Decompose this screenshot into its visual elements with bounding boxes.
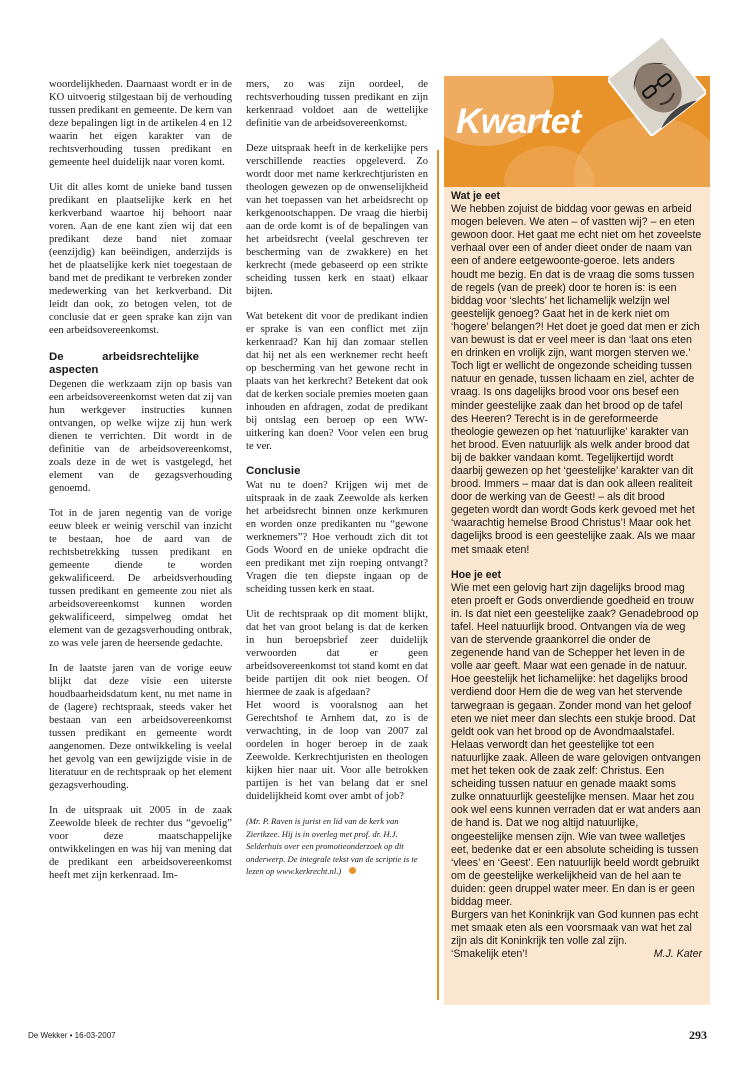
- section-heading: De arbeidsrechtelijke aspecten: [49, 351, 199, 376]
- author-note: (Mr. P. Raven is jurist en lid van de kerk van Zierikzee. Hij is in overleg met prof. dr. H.J. Selderhuis over een promotieonderzoek op dit onderwerp. De integrale tekst van de scriptie is te lezen op www.kerkrecht.nl.): [246, 816, 418, 877]
- paragraph: Wat betekent dit voor de predikant indien er sprake is van een conflict met zijn kerkenraad? Kan hij dan zomaar stellen dat hij net als een werknemer recht heeft op bescherming van het gewone recht in plaats van het kerkrecht? Betekent dat ook dat de kerken sociale premies moeten gaan inhouden en afdragen, zodat de predikant bij ontslag een beroep op een WW-uitkering kan doen? Voor velen een brug te ver.: [246, 311, 428, 452]
- paragraph: Uit de rechtspraak op dit moment blijkt, dat het van groot belang is dat de kerken in hun beroepsbrief zeer duidelijk verwoorden dat er geen arbeidsovereenkomst tot stand komt en dat beide partijen dit ook niet beogen. Of hiermee de zaak is afgedaan?: [246, 609, 428, 698]
- sidebar-paragraph: We hebben zojuist de biddag voor gewas en arbeid mogen beleven. We aten – of vastten wij? – en eten gewoon door. Het gaat me echt niet om het zoveelste verhaal over een of ander dieet onder de naam van een of andere eetgewoonte-goeroe. Iets anders houdt me bezig. En dat is de vraag die soms tussen de regels (van de preek) door te horen is: is een biddag voor ‘slechts’ het lichamelijk welzijn wel geestelijk genoeg? Gaat het in de kerk niet om ‘hogere’ belangen?! Het doet je goed dat men er zich van bewust is dat er veel meer is dan ‘laat ons eten en drinken en vrolijk zijn, want morgen sterven we.’ Toch ligt er wellicht de ongezonde scheiding tussen natuur en genade, tussen lichaam en ziel, achter de vraag. Is ons dagelijks brood voor ons besef een minder geestelijke zaak dan het brood op de tafel des Heeren? Terecht is in de gereformeerde theologie gewezen op het ‘natuurlijke’ karakter van het brood. Even natuurlijk als welk ander brood dat bij de bakker vandaan komt. Tegelijkertijd wordt daarbij gewezen op het ‘geestelijke’ karakter van dit brood. Immers – maar dat is dan ook alleen realiteit door de werking van de Geest! – als dit brood gegeten wordt dan wordt Gods kerk gevoed met het ‘waarachtig hemelse Brood Christus’! Maar ook het dagelijks brood is een geestelijke zaak. Als we maar met smaak eten!: [451, 203, 702, 556]
- paragraph: Wat nu te doen? Krijgen wij met de uitspraak in de zaak Zeewolde als kerken het arbeidsrecht binnen onze kerkmuren en worden onze predikanten nu “gewone werknemers”? Hoe verhoudt zich dit tot Gods Woord en de unieke opdracht die een predikant met zijn roeping ontvangt? Vragen die ten diepste ingaan op de scheiding tussen kerk en staat.: [246, 480, 428, 595]
- paragraph: woordelijkheden. Daarnaast wordt er in de KO uitvoerig stilgestaan bij de verhouding tussen predikant en gemeente. De kern van deze bepalingen ligt in de artikelen 4 en 12 waarin het eigen karakter van de rechtsverhouding tussen predikant en gemeente heel duidelijk naar voren komt.: [49, 79, 232, 168]
- sidebar-paragraph: Burgers van het Koninkrijk van God kunnen pas echt met smaak eten als een voorsmaak van wat het zal zijn als dit Koninkrijk ten volle zal zijn.: [451, 909, 699, 948]
- end-mark-icon: [349, 867, 356, 874]
- paragraph: Degenen die werkzaam zijn op basis van een arbeidsovereenkomst weten dat zij van hun werkgever instructies kunnen ontvangen, op welke wijze zij hun werk dienen te verrichten. Dit wordt in de definitie van de arbeidsovereenkomst, zoals deze in de wet is vastgelegd, het element van de gezagsverhouding genoemd.: [49, 379, 232, 494]
- author-portrait: [608, 36, 706, 136]
- section-heading: Conclusie: [246, 465, 301, 477]
- sidebar-heading: Hoe je eet: [451, 568, 502, 581]
- paragraph: Uit dit alles komt de unieke band tussen predikant en plaatselijke kerk en het kerkverband waartoe hij behoort naar voren. Aan de ene kant zien wij dat een predikant deze band niet zomaar (eenzijdig) kan beëindigen, anderzijds is het de plaatselijke kerk niet toegestaan de band met de predikant te verbreken zonder medewerking van het kerkverband. Dit leidt dan ook, zo betogen velen, tot de conclusie dat er geen sprake kan zijn van een arbeidsovereenkomst.: [49, 182, 232, 336]
- paragraph: Deze uitspraak heeft in de kerkelijke pers verschillende reacties opgeleverd. Zo wordt door met name kerkrechtjuristen en theologen gewezen op de onwenselijkheid van het toepassen van het arbeidsrecht op kerkgenootschappen. De vraag die hierbij aan de orde komt is of de bepalingen van het arbeidsrecht (veelal geschreven ter bescherming van de zwakkere) en het kerkrecht (mede gebaseerd op een strikte scheiding tussen kerk en staat) elkaar bijten.: [246, 143, 428, 297]
- paragraph: Het woord is vooralsnog aan het Gerechtshof te Arnhem dat, zo is de verwachting, in de loop van 2007 zal oordelen in hoger beroep in de zaak Zeewolde. Kerkrechtjuristen en theologen kijken hier naar uit. Voor alle betrokken partijen is het van belang dat er snel duidelijkheid komt over ambt of job?: [246, 700, 428, 802]
- kwartet-sidebar: [444, 187, 710, 1005]
- paragraph: In de laatste jaren van de vorige eeuw blijkt dat deze visie een uiterste houdbaarheidsdatum kent, nu met name in de (lagere) rechtspraak, steeds vaker het bestaan van een arbeidsovereenkomst tussen predikant en gemeente wordt aangenomen. Deze ontwikkeling is veelal het gevolg van een gewijzigde visie in de literatuur en de rechtspraak op het element gezagsverhouding.: [49, 663, 232, 791]
- author-name: M.J. Kater: [653, 948, 702, 961]
- article-column-2: [246, 78, 428, 878]
- paragraph: mers, zo was zijn oordeel, de rechtsverhouding tussen predikant en zijn kerkenraad voldoet aan de wettelijke definitie van de arbeidsovereenkomst.: [246, 79, 428, 129]
- page-number: 293: [689, 1028, 707, 1042]
- paragraph: In de uitspraak uit 2005 in de zaak Zeewolde bleek de rechter dus “gevoelig” voor deze maatschappelijke ontwikkelingen en was hij van mening dat de predikant een arbeidsovereenkomst heeft met zijn kerkenraad. Im-: [49, 805, 232, 881]
- column-title: Kwartet: [456, 102, 581, 141]
- sidebar-heading: Wat je eet: [451, 190, 501, 202]
- closing-text: ‘Smakelijk eten’!: [451, 948, 528, 961]
- paragraph: Tot in de jaren negentig van de vorige eeuw bleek er weinig verschil van inzicht te bestaan, hoe de aard van de rechtsbetrekking tussen predikant en gemeente diende te worden gekwalificeerd. De arbeidsverhouding tussen predikant en gemeente zou niet als arbeidsovereenkomst kunnen worden gekwalificeerd, simpelweg omdat het element van de gezagsverhouding ontbrak, zo was vele jaren de heersende gedachte.: [49, 508, 232, 649]
- publication-footer: De Wekker • 16-03-2007: [28, 1031, 116, 1040]
- column-divider: [437, 150, 439, 1000]
- sidebar-closing-line: [451, 948, 702, 961]
- article-column-1: [49, 78, 232, 882]
- sidebar-paragraph: Wie met een gelovig hart zijn dagelijks brood mag eten proeft er Gods onverdiende goedheid en trouw in. Is dat niet een geestelijke zaak? Genadebrood op tafel. Heel natuurlijk brood. Ontvangen via de weg van de stervende graankorrel die onder de zegenende hand van de Schepper het leven in de volle aar geeft. Maar wat een genade in de natuur. Hoe geestelijk het lichamelijke: het dagelijks brood verdiend door Hem die de weg van het stervende tarwegraan is gegaan. Zonder mond van het geloof eten we niet meer dan slechts een stukje brood. Dat geldt ook van het brood op de Avondmaalstafel. Helaas verwordt dan het geestelijke tot een natuurlijke zaak. Alleen de ware gelovigen ontvangen met het teken ook de zaak zelf: Christus. Een scheiding tussen natuur en genade maakt soms zulke onnatuurlijk geestelijke mensen. Maar het zou ook wel eens kunnen verraden dat er wat anders aan de hand is. Dat we nog altijd natuurlijke, ongeestelijke mensen zijn. Wie van twee walletjes eet, bedenke dat er een absolute scheiding is tussen ‘vlees’ en ‘Geest’. Een natuurlijk beeld wordt gebruikt om de geestelijke werkelijkheid van de hel aan te duiden: geen druppel water meer. En dan is er geen biddag meer.: [451, 581, 701, 908]
